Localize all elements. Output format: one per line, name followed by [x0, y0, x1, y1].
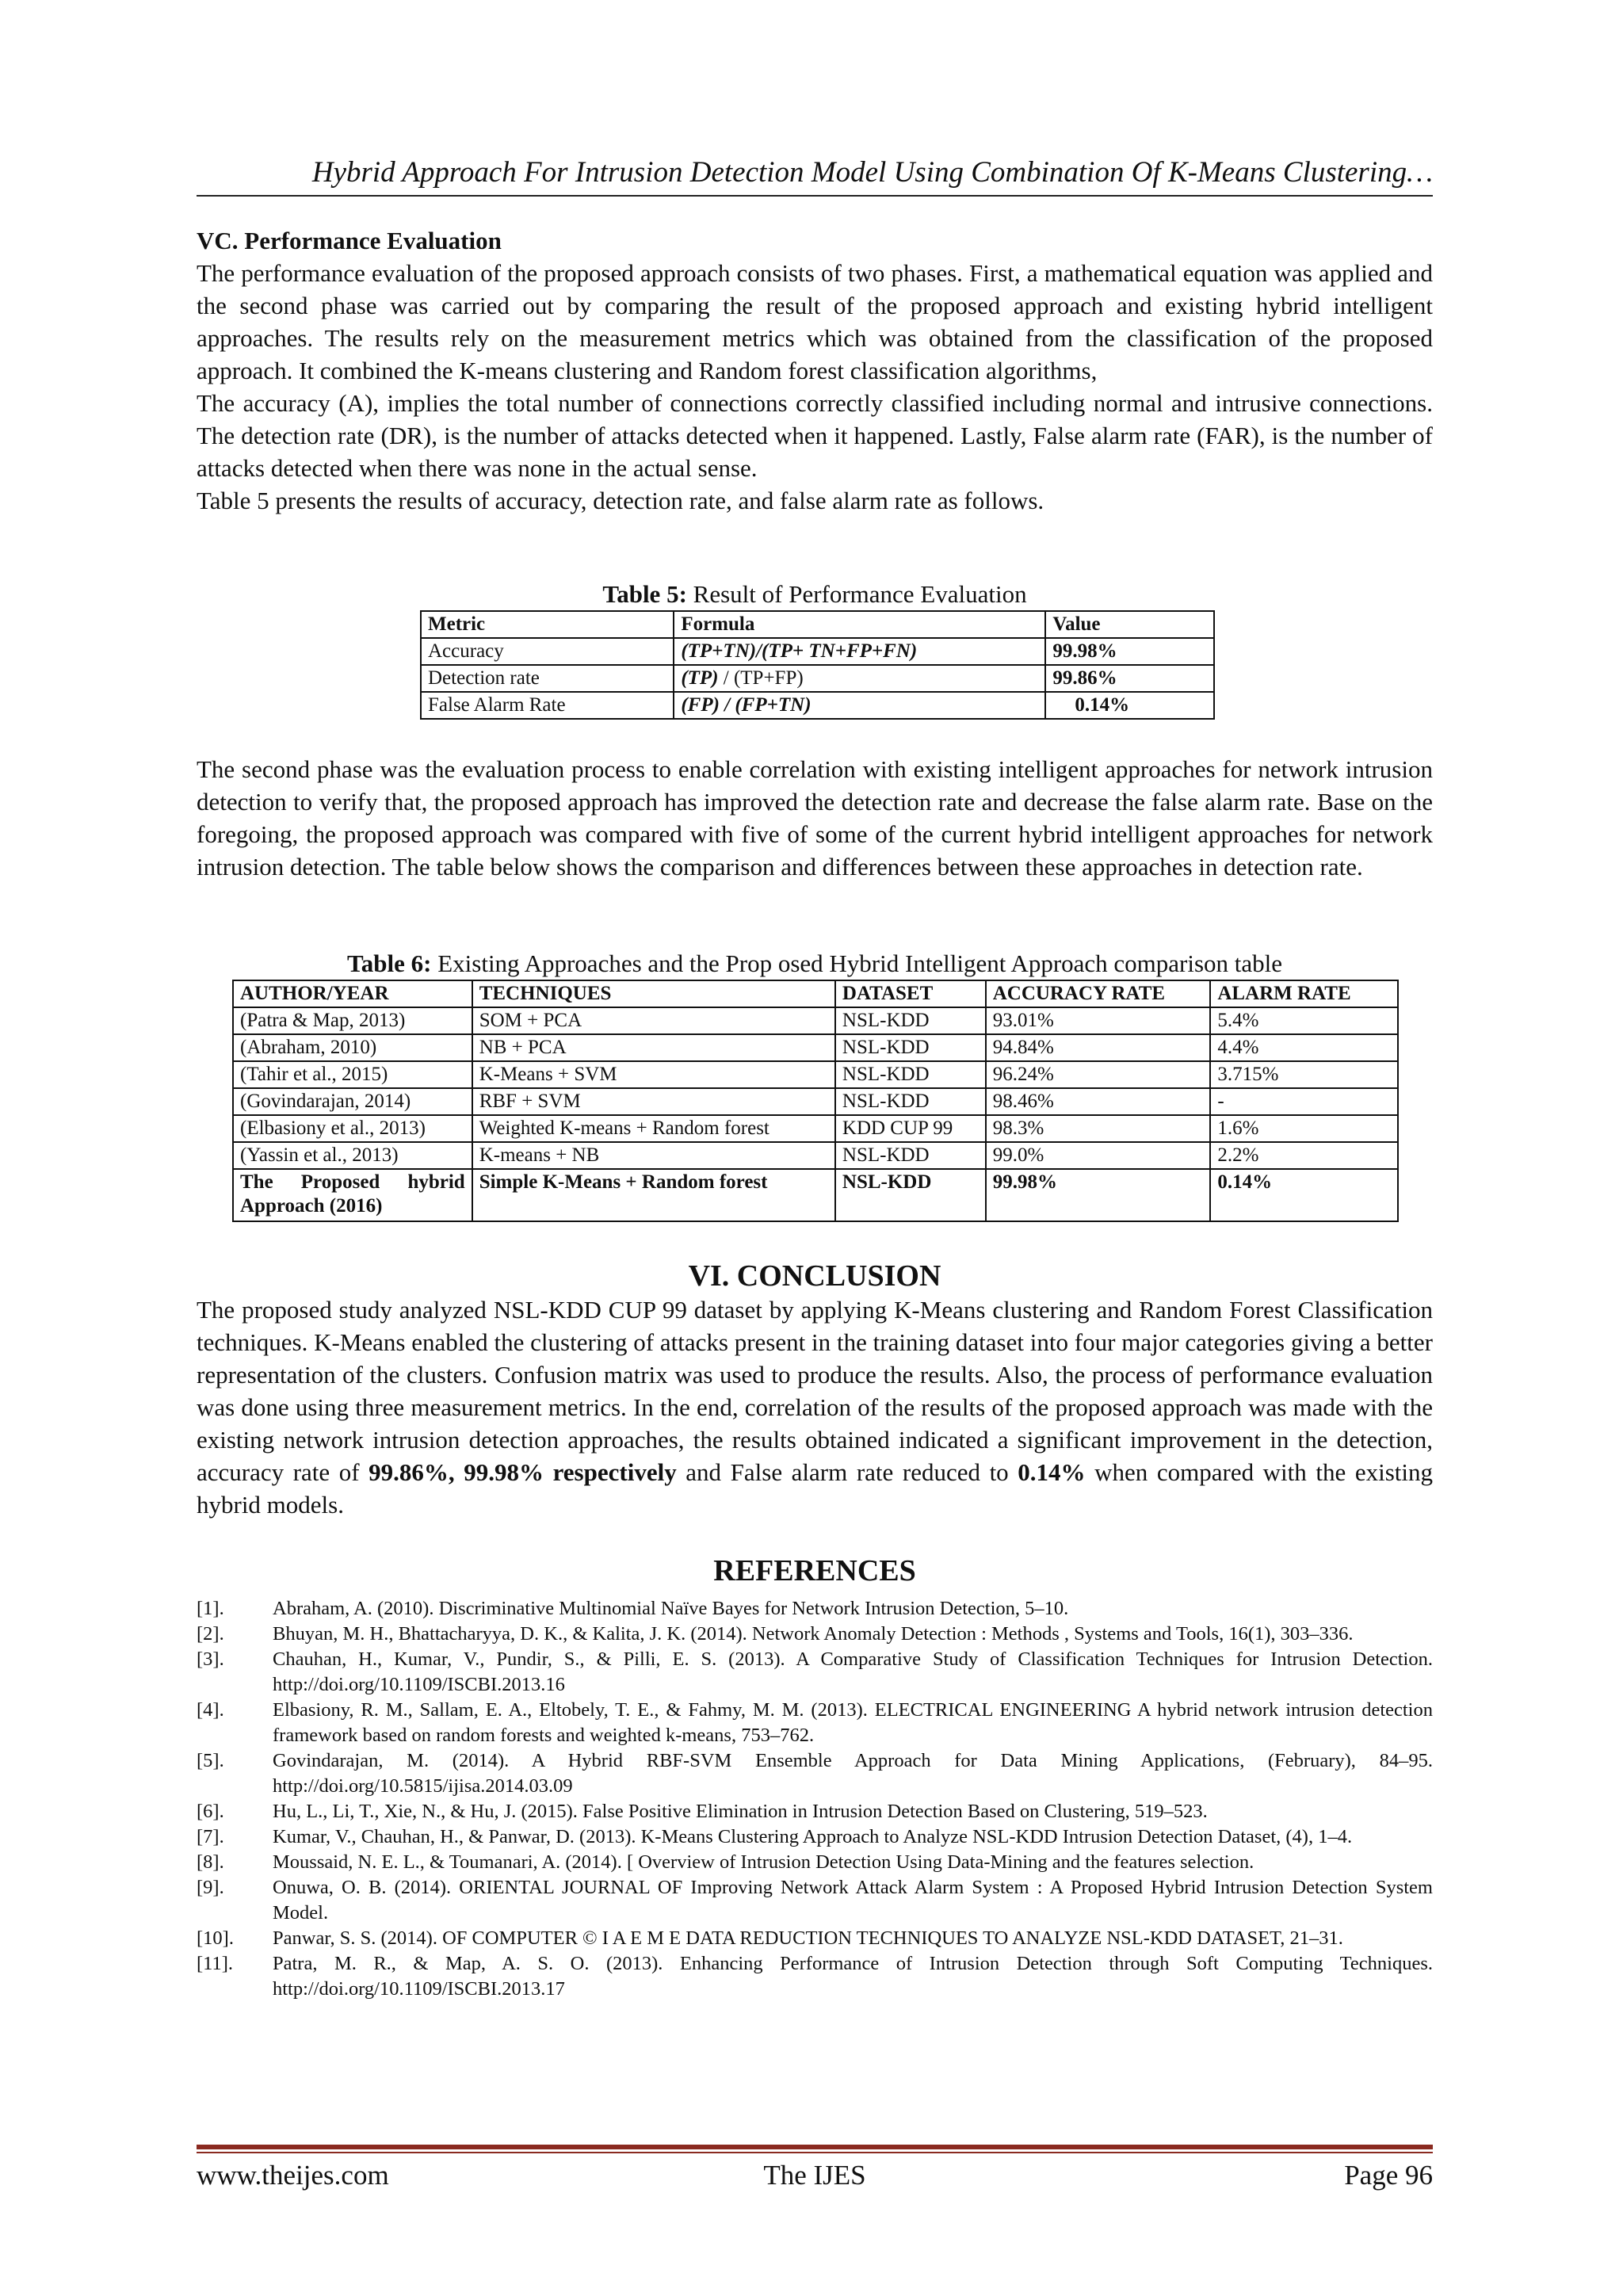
table-cell: 94.84%: [986, 1034, 1211, 1061]
reference-number: [10].: [197, 1927, 234, 1949]
paragraph: Table 5 presents the results of accuracy, detection rate, and false alarm rate as follows.: [197, 487, 1044, 514]
table-cell: [674, 665, 1045, 692]
table-cell: False Alarm Rate: [421, 692, 674, 719]
reference-number: [3].: [197, 1648, 224, 1670]
table-row: [233, 1142, 1398, 1169]
table-cell: SOM + PCA: [472, 1007, 835, 1034]
table-row: [233, 1115, 1398, 1142]
conclusion-paragraph: [197, 1293, 1433, 1521]
formula-part: (FP) / (FP+TN): [681, 694, 812, 716]
reference-text: Elbasiony, R. M., Sallam, E. A., Eltobely, T. E., & Fahmy, M. M. (2013). ELECTRICAL ENGINEERING A hybrid network intrusion detection framework based on random forests and weighted k-means, 753–762.: [273, 1699, 1433, 1746]
table-cell: 98.3%: [986, 1115, 1211, 1142]
table-cell: (Abraham, 2010): [233, 1034, 472, 1061]
table-cell: NSL-KDD: [835, 1034, 986, 1061]
reference-text: Onuwa, O. B. (2014). ORIENTAL JOURNAL OF Improving Network Attack Alarm System : A Proposed Hybrid Intrusion Detection System Model.: [273, 1877, 1433, 1924]
section-performance-evaluation: [197, 224, 1433, 517]
table-cell: -: [1210, 1088, 1398, 1115]
table-cell: 99.86%: [1045, 665, 1214, 692]
conclusion-text: when compared with the existing hybrid models.: [197, 1458, 1433, 1519]
conclusion-text: and False alarm rate reduced to: [676, 1458, 1018, 1486]
reference-number: [8].: [197, 1851, 224, 1873]
table-cell: NSL-KDD: [835, 1169, 986, 1221]
formula-part: (TP+TN)/(TP+ TN+FP+FN): [681, 640, 918, 662]
table-cell: Detection rate: [421, 665, 674, 692]
conclusion-highlight: 0.14%: [1018, 1458, 1086, 1486]
reference-item: [197, 1926, 1433, 1951]
formula-part: (TP): [681, 667, 719, 689]
table-cell: [674, 638, 1045, 665]
table-cell: (Govindarajan, 2014): [233, 1088, 472, 1115]
table-cell: KDD CUP 99: [835, 1115, 986, 1142]
reference-item: [197, 1698, 1433, 1748]
table-header-cell: Formula: [674, 611, 1045, 638]
table-header-cell: Value: [1045, 611, 1214, 638]
table-cell: 2.2%: [1210, 1142, 1398, 1169]
table-cell: 5.4%: [1210, 1007, 1398, 1034]
table-cell: 96.24%: [986, 1061, 1211, 1088]
table-cell: 99.98%: [1045, 638, 1214, 665]
reference-text: Patra, M. R., & Map, A. S. O. (2013). Enhancing Performance of Intrusion Detection through Soft Computing Techniques. http://doi.org/10.1109/ISCBI.2013.17: [273, 1953, 1433, 2000]
table-cell: 0.14%: [1045, 692, 1214, 719]
reference-number: [11].: [197, 1953, 234, 1974]
reference-number: [2].: [197, 1623, 224, 1645]
table5: [420, 610, 1215, 720]
table-cell: RBF + SVM: [472, 1088, 835, 1115]
paragraph: The second phase was the evaluation process to enable correlation with existing intelligent approaches for network intrusion detection to verify that, the proposed approach has improved the detection rate and decrease the false alarm rate. Base on the foregoing, the proposed approach was compared with five of some of the current hybrid intelligent approaches for network intrusion detection. The table below shows the comparison and differences between these approaches in detection rate.: [197, 755, 1433, 881]
paragraph: The accuracy (A), implies the total number of connections correctly classified including normal and intrusive connections. The detection rate (DR), is the number of attacks detected when it happened. Lastly, False alarm rate (FAR), is the number of attacks detected when there was none in the actual sense.: [197, 389, 1433, 482]
table-cell: NSL-KDD: [835, 1088, 986, 1115]
table-row: [421, 665, 1214, 692]
reference-number: [7].: [197, 1826, 224, 1847]
table-cell: 98.46%: [986, 1088, 1211, 1115]
reference-number: [4].: [197, 1699, 224, 1721]
reference-item: [197, 1951, 1433, 2002]
footer-journal: The IJES: [763, 2160, 866, 2191]
reference-text: Govindarajan, M. (2014). A Hybrid RBF-SVM Ensemble Approach for Data Mining Applications, (February), 84–95. http://doi.org/10.5815/ijisa.2014.03.09: [273, 1750, 1433, 1797]
references-heading: REFERENCES: [713, 1554, 916, 1587]
conclusion-heading: VI. CONCLUSION: [688, 1259, 941, 1293]
reference-number: [9].: [197, 1877, 224, 1898]
table-header-row: [233, 980, 1398, 1007]
reference-number: [5].: [197, 1750, 224, 1771]
table6: [232, 980, 1399, 1222]
table-header-cell: TECHNIQUES: [472, 980, 835, 1007]
table5-caption-label: Table 5:: [602, 580, 687, 608]
table-header-cell: DATASET: [835, 980, 986, 1007]
table5-caption: [197, 580, 1433, 609]
table-cell: 93.01%: [986, 1007, 1211, 1034]
table-header-cell: Metric: [421, 611, 674, 638]
table-row: [233, 1169, 1398, 1221]
reference-text: Panwar, S. S. (2014). OF COMPUTER © I A E M E DATA REDUCTION TECHNIQUES TO ANALYZE NSL-KDD DATASET, 21–31.: [273, 1927, 1343, 1949]
table-cell: (Tahir et al., 2015): [233, 1061, 472, 1088]
section-heading: VC. Performance Evaluation: [197, 227, 502, 254]
reference-text: Moussaid, N. E. L., & Toumanari, A. (2014). [ Overview of Intrusion Detection Using Data-Mining and the features selection.: [273, 1851, 1254, 1873]
table6-caption: [197, 949, 1433, 978]
reference-text: Bhuyan, M. H., Bhattacharyya, D. K., & Kalita, J. K. (2014). Network Anomaly Detection : Methods , Systems and Tools, 16(1), 303–336.: [273, 1623, 1354, 1645]
reference-list: [197, 1596, 1433, 2002]
table-header-cell: ALARM RATE: [1210, 980, 1398, 1007]
reference-text: Kumar, V., Chauhan, H., & Panwar, D. (2013). K-Means Clustering Approach to Analyze NSL-KDD Intrusion Detection Dataset, (4), 1–4.: [273, 1826, 1353, 1847]
table-cell: The Proposed hybrid Approach (2016): [233, 1169, 472, 1221]
table6-caption-text: Existing Approaches and the Prop osed Hybrid Intelligent Approach comparison table: [431, 949, 1283, 977]
table6-caption-label: Table 6:: [346, 949, 432, 977]
footer-divider-thick: [197, 2145, 1433, 2149]
reference-text: Chauhan, H., Kumar, V., Pundir, S., & Pilli, E. S. (2013). A Comparative Study of Classification Techniques for Intrusion Detection. http://doi.org/10.1109/ISCBI.2013.16: [273, 1648, 1433, 1695]
table-cell: 99.98%: [986, 1169, 1211, 1221]
table-row: [421, 638, 1214, 665]
table-cell: K-means + NB: [472, 1142, 835, 1169]
table-cell: 4.4%: [1210, 1034, 1398, 1061]
table-cell: [674, 692, 1045, 719]
table-cell: 1.6%: [1210, 1115, 1398, 1142]
table-cell: (Yassin et al., 2013): [233, 1142, 472, 1169]
table5-caption-text: Result of Performance Evaluation: [686, 580, 1027, 608]
reference-item: [197, 1622, 1433, 1647]
reference-item: [197, 1850, 1433, 1875]
table-cell: (Patra & Map, 2013): [233, 1007, 472, 1034]
conclusion-text: The proposed study analyzed NSL-KDD CUP 99 dataset by applying K-Means clustering and Random Forest Classification techniques. K-Means enabled the clustering of attacks present in the training dataset into four major categories giving a better representation of the clusters. Confusion matrix was used to produce the results. Also, the process of performance evaluation was done using three measurement metrics. In the end, correlation of the results of the proposed approach was made with the existing network intrusion detection approaches, the results obtained indicated a significant improvement in the detection, accuracy rate of: [197, 1296, 1433, 1486]
table-cell: NSL-KDD: [835, 1007, 986, 1034]
footer-website: www.theijes.com: [197, 2160, 389, 2191]
table-cell: 0.14%: [1210, 1169, 1398, 1221]
footer-divider-thin: [197, 2152, 1433, 2153]
reference-item: [197, 1647, 1433, 1698]
table-cell: Simple K-Means + Random forest: [472, 1169, 835, 1221]
reference-item: [197, 1799, 1433, 1824]
table-cell: 99.0%: [986, 1142, 1211, 1169]
paragraph: The performance evaluation of the proposed approach consists of two phases. First, a mathematical equation was applied and the second phase was carried out by comparing the result of the proposed approach and existing hybrid intelligent approaches. The results rely on the measurement metrics which was obtained from the classification of the proposed approach. It combined the K-means clustering and Random forest classification algorithms,: [197, 259, 1433, 384]
reference-number: [6].: [197, 1801, 224, 1822]
header-divider: [197, 195, 1433, 197]
running-title: Hybrid Approach For Intrusion Detection Model Using Combination Of K-Means Clustering…: [311, 156, 1433, 189]
footer-page-number: Page 96: [1344, 2160, 1433, 2191]
conclusion-highlight: 99.86%, 99.98% respectively: [369, 1458, 677, 1486]
reference-item: [197, 1824, 1433, 1850]
table-cell: NB + PCA: [472, 1034, 835, 1061]
formula-part: / (TP+FP): [718, 667, 804, 689]
table-cell: Accuracy: [421, 638, 674, 665]
table-cell: NSL-KDD: [835, 1061, 986, 1088]
table-row: [233, 1088, 1398, 1115]
table-cell: Weighted K-means + Random forest: [472, 1115, 835, 1142]
reference-number: [1].: [197, 1598, 224, 1619]
table-header-row: [421, 611, 1214, 638]
table-row: [233, 1034, 1398, 1061]
table-cell: (Elbasiony et al., 2013): [233, 1115, 472, 1142]
reference-item: [197, 1748, 1433, 1799]
table-cell: 3.715%: [1210, 1061, 1398, 1088]
reference-item: [197, 1875, 1433, 1926]
table-header-cell: ACCURACY RATE: [986, 980, 1211, 1007]
reference-item: [197, 1596, 1433, 1622]
table-cell: NSL-KDD: [835, 1142, 986, 1169]
table-header-cell: AUTHOR/YEAR: [233, 980, 472, 1007]
reference-text: Abraham, A. (2010). Discriminative Multinomial Naïve Bayes for Network Intrusion Detection, 5–10.: [273, 1598, 1069, 1619]
reference-text: Hu, L., Li, T., Xie, N., & Hu, J. (2015). False Positive Elimination in Intrusion Detection Based on Clustering, 519–523.: [273, 1801, 1208, 1822]
table-row: [233, 1007, 1398, 1034]
table-row: [421, 692, 1214, 719]
table-cell: K-Means + SVM: [472, 1061, 835, 1088]
table-row: [233, 1061, 1398, 1088]
